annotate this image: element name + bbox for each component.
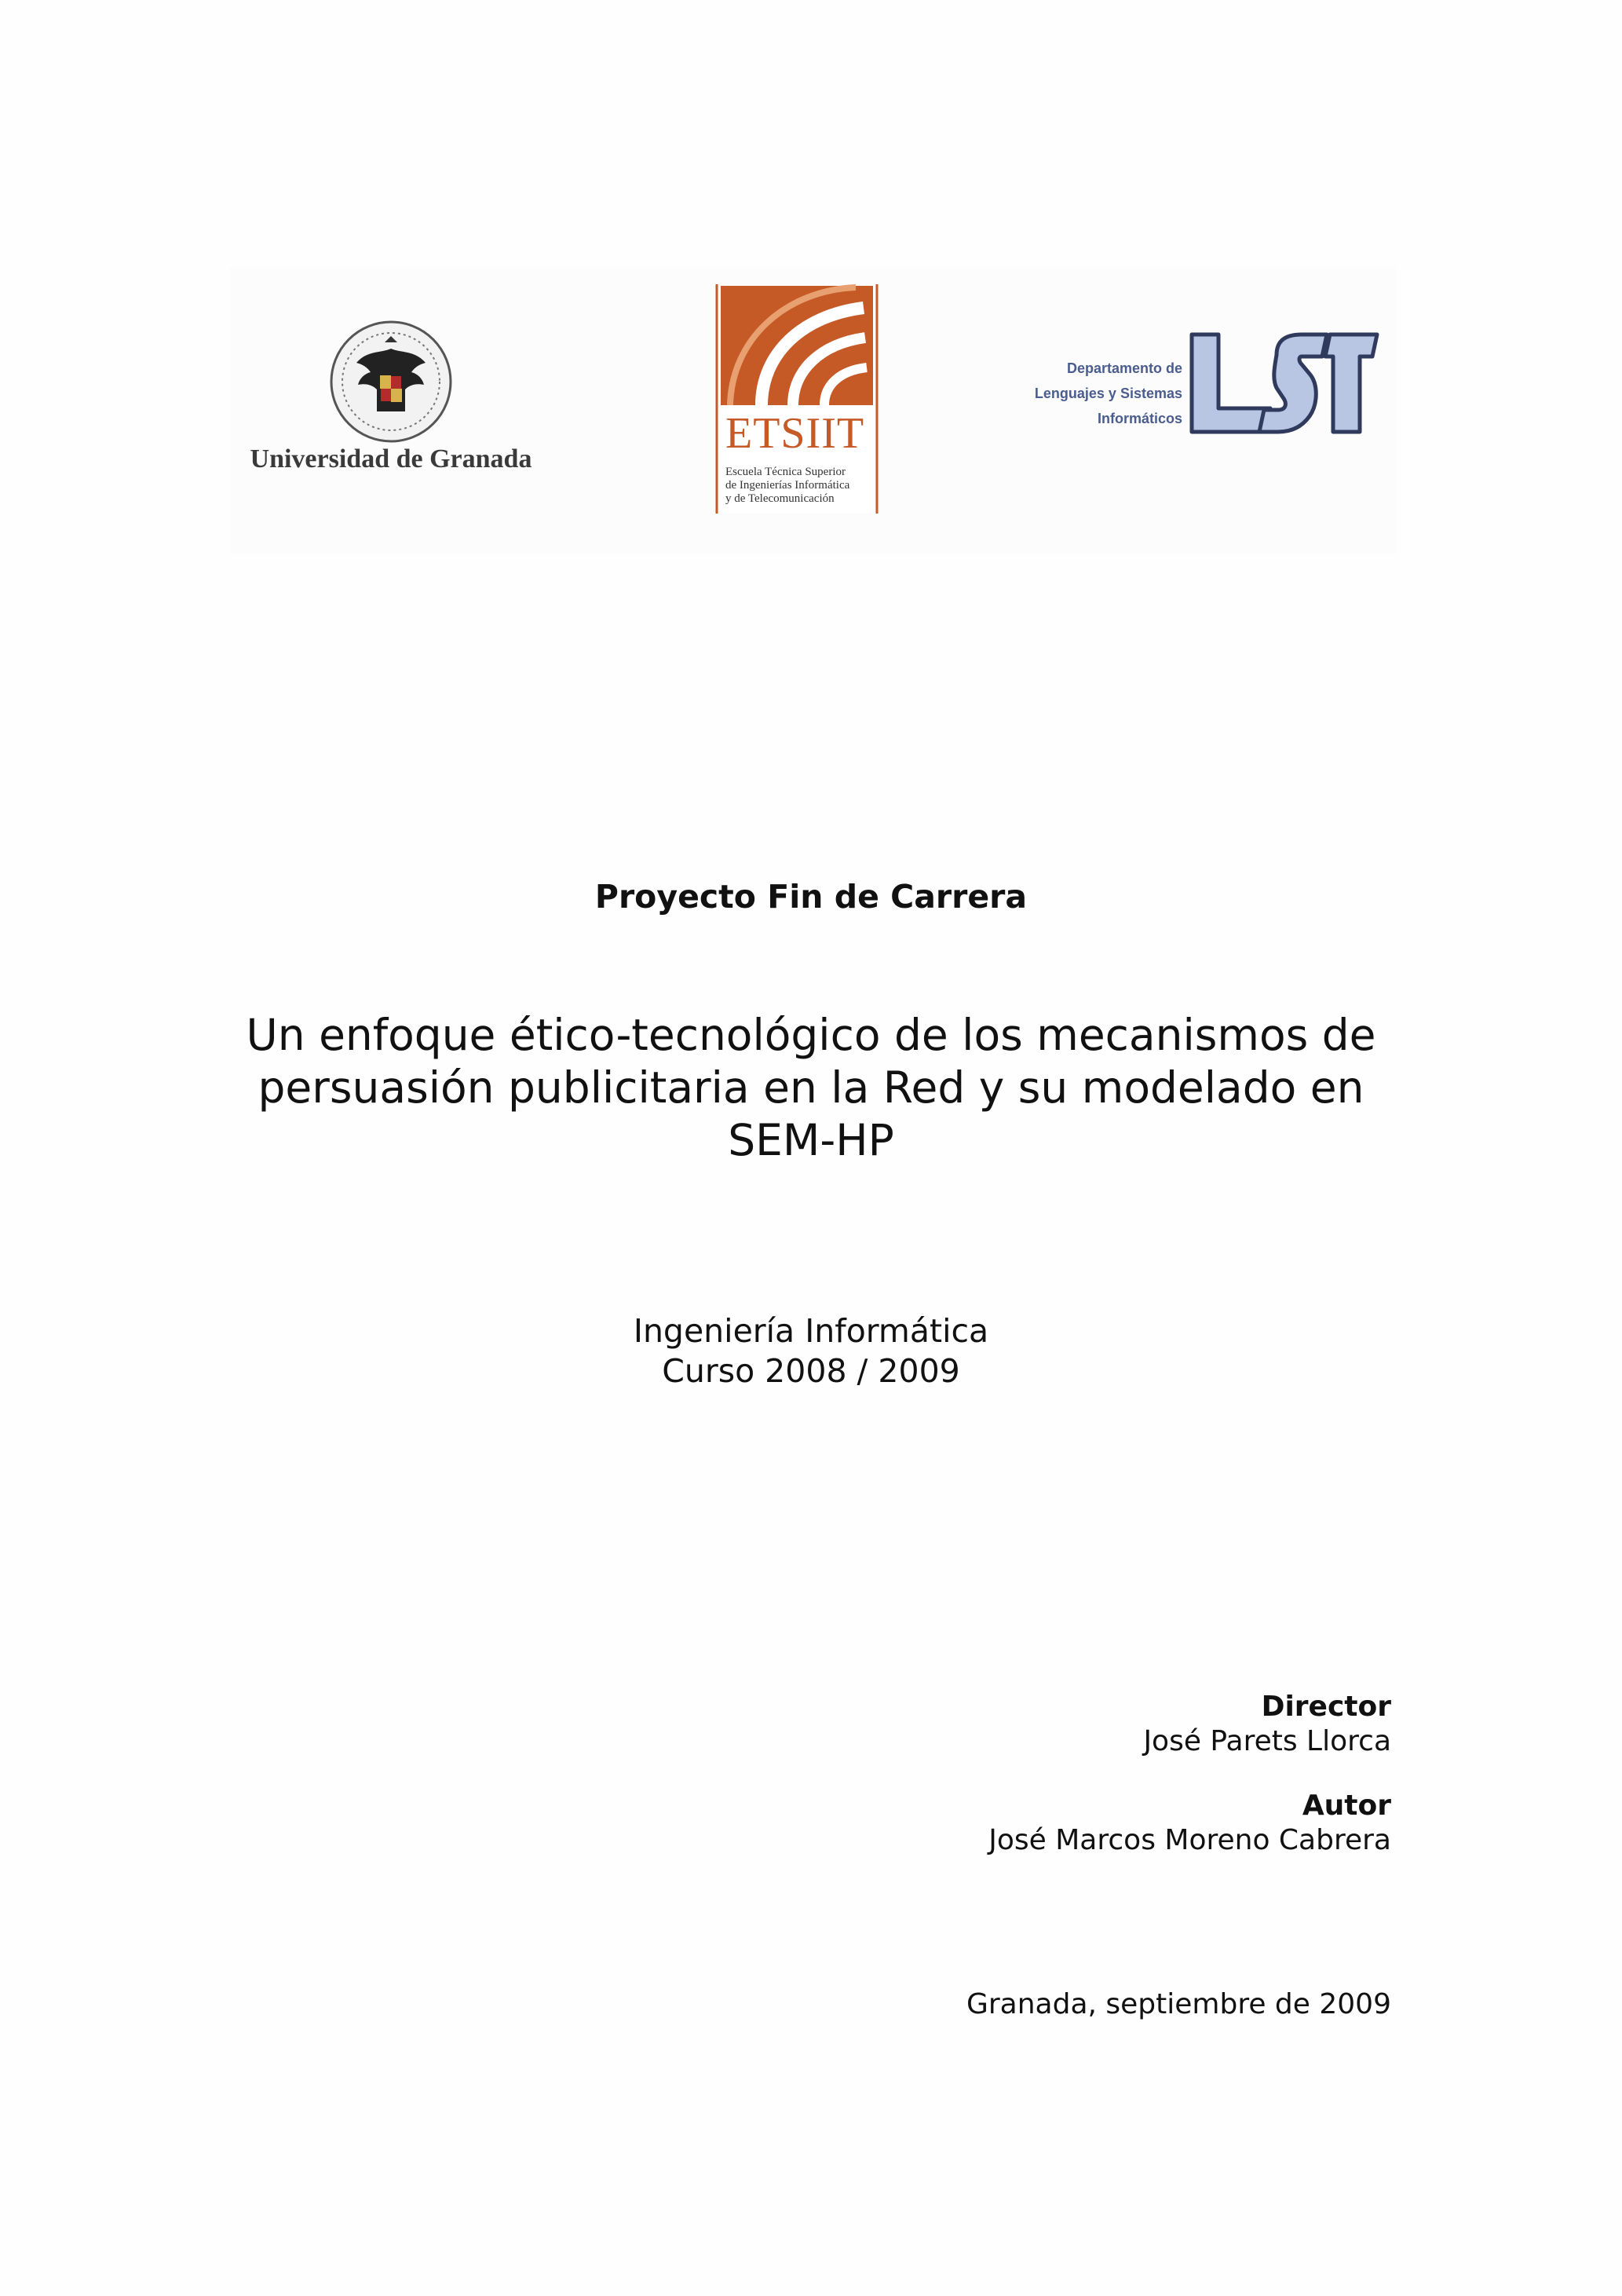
etsiit-subtitle-line: y de Telecomunicación	[725, 492, 835, 505]
author-label: Autor	[1302, 1790, 1391, 1822]
lsi-department-line: Informáticos	[1097, 411, 1182, 426]
degree-name: Ingeniería Informática	[633, 1312, 989, 1350]
lsi-logo	[1003, 330, 1396, 455]
ugr-seal-icon	[328, 319, 454, 444]
lsi-department-line: Departamento de	[1066, 360, 1182, 376]
lsi-department-line: Lenguajes y Sistemas	[1034, 386, 1182, 401]
ugr-name: Universidad de Granada	[250, 444, 532, 473]
etsiit-logo	[714, 284, 879, 514]
lsi-mark-icon	[1184, 330, 1380, 440]
thesis-title: Un enfoque ético-tecnológico de los mecanismos de persuasión publicitaria en la Red y su modelado en SEM-HP	[246, 1010, 1376, 1165]
academic-course: Curso 2008 / 2009	[662, 1352, 960, 1390]
etsiit-subtitle-line: de Ingenierías Informática	[725, 479, 850, 492]
author-name: José Marcos Moreno Cabrera	[988, 1824, 1391, 1856]
place-and-date: Granada, septiembre de 2009	[966, 1988, 1391, 2020]
director-name: José Parets Llorca	[1143, 1725, 1391, 1757]
etsiit-subtitle-line: Escuela Técnica Superior	[725, 466, 846, 478]
universidad-de-granada-logo	[230, 267, 583, 554]
author-block	[606, 1789, 1391, 1858]
logo-banner	[230, 267, 1396, 554]
director-label: Director	[1261, 1691, 1391, 1723]
degree-block	[0, 1311, 1622, 1391]
director-block	[606, 1690, 1391, 1759]
etsiit-name: ETSIIT	[725, 409, 865, 458]
project-type-label: Proyecto Fin de Carrera	[594, 878, 1028, 916]
